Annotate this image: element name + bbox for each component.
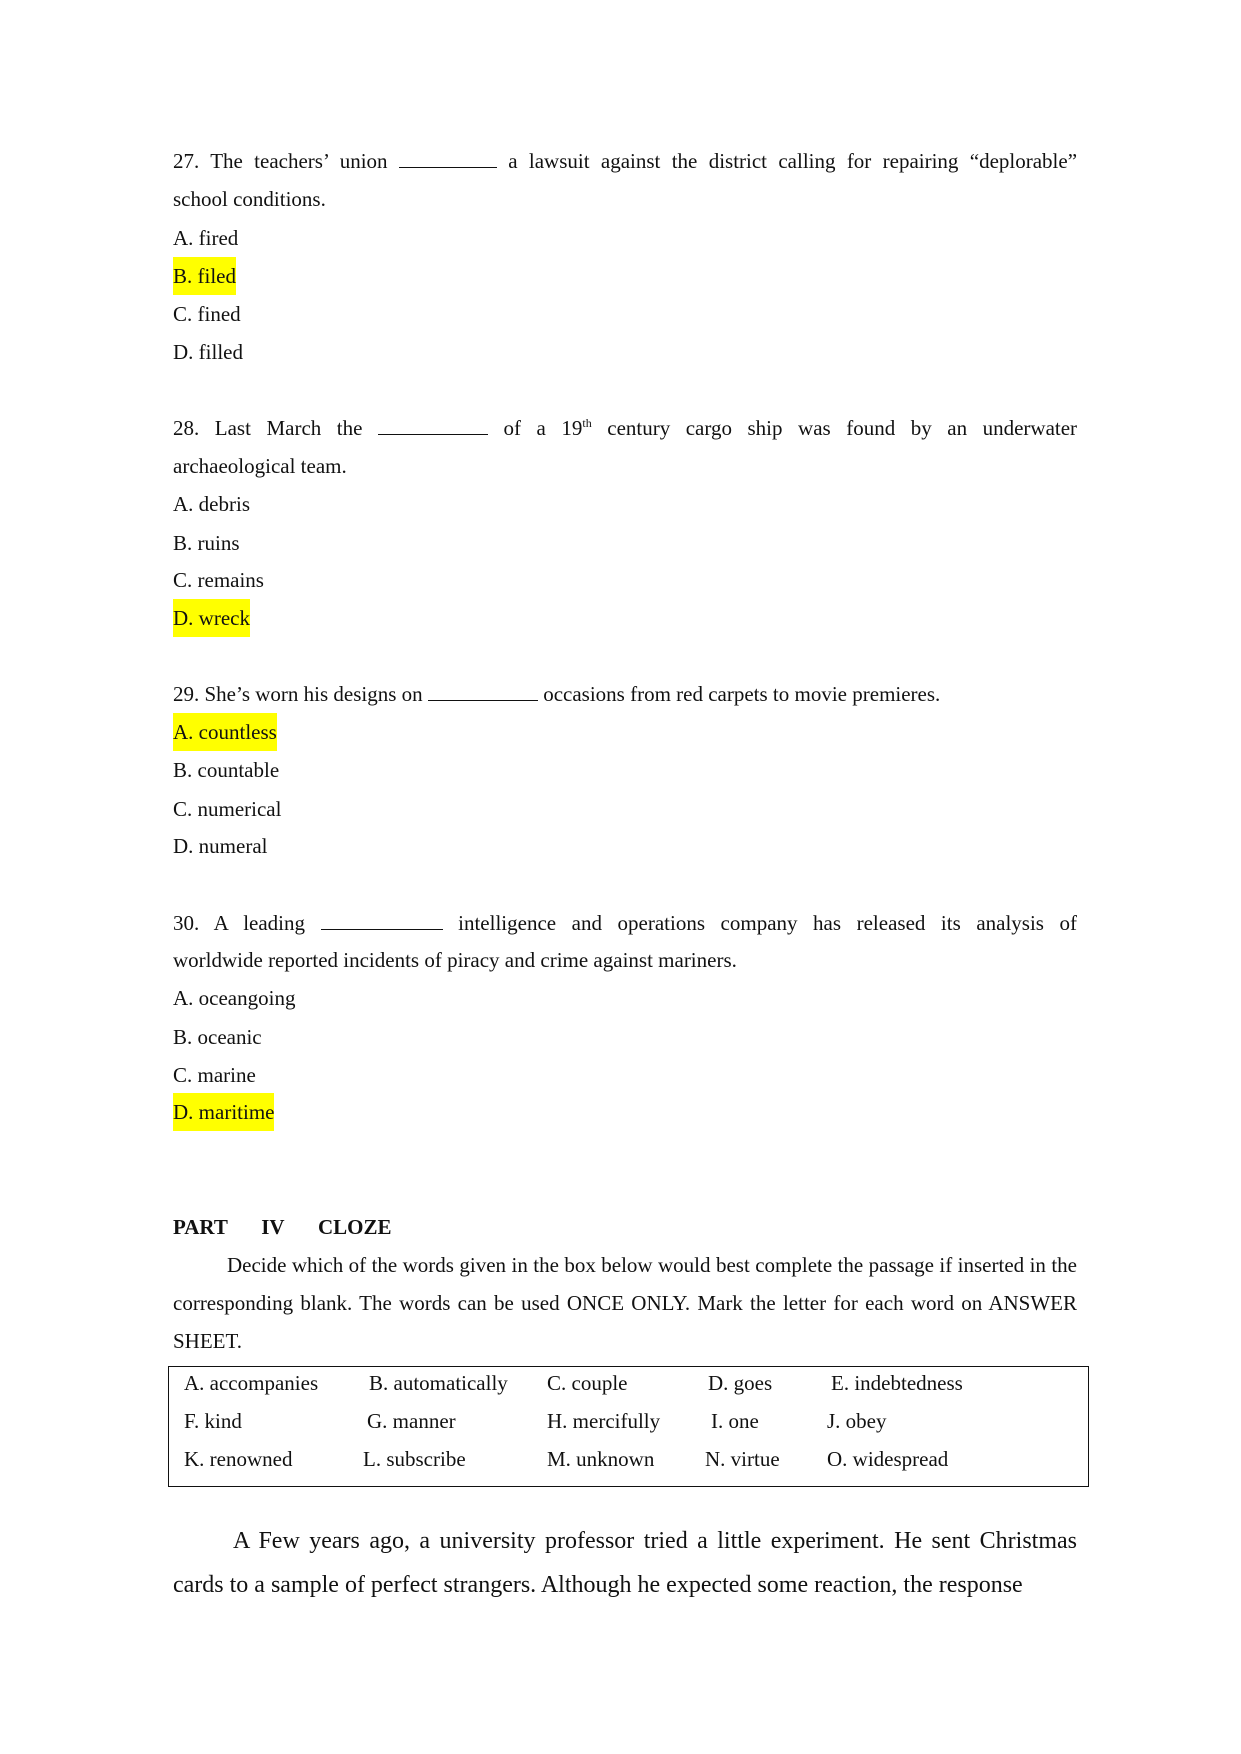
option: B. oceanic [173,1025,262,1049]
question-27-stem: 27. The teachers’ union a lawsuit against the district calling for repairing “deplorable” [173,149,1078,173]
word-option: J. obey [827,1409,887,1433]
option: C. numerical [173,797,282,821]
option: B. countable [173,758,280,782]
word-option: O. widespread [827,1447,949,1471]
question-27-stem-line2: school conditions. [173,187,326,211]
question-29-stem: 29. She’s worn his designs on occasions from red carpets to movie premieres. [173,682,941,706]
option: A. fired [173,226,239,250]
word-option: A. accompanies [184,1371,319,1395]
section-instructions: Decide which of the words given in the box below would best complete the passage if inserted in the corresponding blank. The words can be used ONCE ONLY. Mark the letter for each word on ANSWER SHEET. [173,1253,1077,1353]
answer-blank [399,147,497,168]
question-28-stem-line2: archaeological team. [173,454,347,478]
word-option: G. manner [367,1409,456,1433]
word-option: F. kind [184,1409,242,1433]
cloze-passage: A Few years ago, a university professor tried a little experiment. He sent Christmas cards to a sample of perfect strangers. Although he expected some reaction, the response [173,1528,1077,1598]
question-30-stem: 30. A leading intelligence and operations company has released its analysis of [173,911,1078,935]
option: D. filled [173,340,243,364]
option-correct: D. wreck [173,599,250,637]
word-option: I. one [711,1409,759,1433]
word-option: L. subscribe [363,1447,466,1471]
word-option: H. mercifully [547,1409,661,1433]
word-box [168,1366,1089,1487]
option-correct: A. countless [173,713,277,751]
answer-blank [378,414,488,435]
section-heading: PART IV CLOZE [173,1215,392,1239]
word-option: E. indebtedness [831,1371,963,1395]
question-28-stem: 28. Last March the of a 19th century cargo ship was found by an underwater [173,416,1078,440]
word-option: D. goes [708,1371,773,1395]
answer-blank [428,680,538,701]
option: B. ruins [173,531,240,555]
word-option: C. couple [547,1371,628,1395]
option: C. fined [173,302,241,326]
option: D. numeral [173,834,268,858]
word-option: B. automatically [369,1371,508,1395]
word-option: M. unknown [547,1447,655,1471]
option-correct: B. filed [173,257,236,295]
option: C. marine [173,1063,256,1087]
question-30-stem-line2: worldwide reported incidents of piracy and crime against mariners. [173,948,737,972]
option: A. oceangoing [173,986,296,1010]
option: C. remains [173,568,264,592]
option: A. debris [173,492,250,516]
option-correct: D. maritime [173,1093,274,1131]
word-option: N. virtue [705,1447,780,1471]
word-option: K. renowned [184,1447,293,1471]
answer-blank [321,909,443,930]
